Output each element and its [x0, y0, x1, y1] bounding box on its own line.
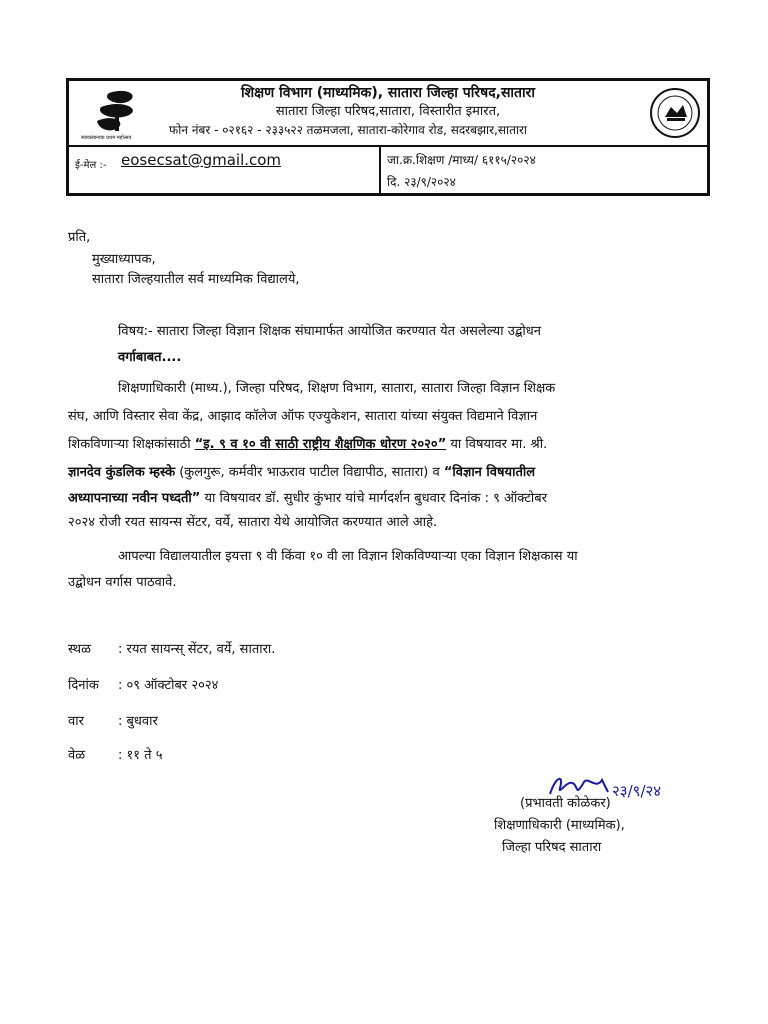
logo-caption: स्वावलंबनाचा प्रथम महोत्सव	[81, 135, 132, 141]
body-p2-line-2: उद्बोधन वर्गास पाठवावे.	[68, 575, 177, 590]
speaker-name: ज्ञानदेव कुंडलिक म्हस्के	[68, 465, 176, 480]
detail-value-day: : बुधवार	[118, 714, 158, 729]
second-topic-start: “विज्ञान विषयातील	[443, 465, 536, 480]
body-p1-line-2: संघ, आणि विस्तार सेवा केंद्र, आझाद कॉलेज ऑफ एज्युकेशन, सातारा यांच्या संयुक्त विद्यमाने विज्ञान	[68, 409, 538, 424]
body-p1-line-5	[68, 486, 692, 512]
signatory-name: (प्रभावती कोळेकर)	[520, 796, 611, 811]
letterhead-line-1: शिक्षण विभाग (माध्यमिक), सातारा जिल्हा परिषद,सातारा	[240, 85, 536, 101]
detail-label-time: वेळ	[68, 748, 86, 763]
body-p1-line-3c: या विषयावर मा. श्री.	[446, 437, 548, 452]
body-p1-line-4b: (कुलगुरू, कर्मवीर भाऊराव पाटील विद्यापीठ, सातारा) व	[175, 465, 444, 480]
email-label: ई-मेल :-	[75, 160, 107, 171]
detail-label-date: दिनांक	[68, 678, 99, 693]
zilla-parishad-seal	[649, 87, 701, 139]
detail-label-day: वार	[68, 714, 84, 729]
detail-value-date: : ०९ ऑक्टोबर २०२४	[118, 678, 219, 693]
reference-number: जा.क्र.शिक्षण /माध्य/ ६११५/२०२४	[387, 153, 536, 167]
detail-value-time: : ११ ते ५	[118, 748, 163, 763]
email-address[interactable]: eosecsat@gmail.com	[121, 151, 282, 169]
policy-topic: “इ. ९ व १० वी साठी राष्ट्रीय शैक्षणिक धोरण २०२०”	[194, 437, 447, 452]
second-topic-end: अध्यापनाच्या नवीन पध्दती”	[68, 491, 201, 506]
letterhead-divider	[69, 145, 707, 147]
detail-label-venue: स्थळ	[68, 642, 91, 657]
signatory-office: जिल्हा परिषद सातारा	[502, 840, 602, 855]
signature-date: २३/९/२४	[612, 782, 662, 800]
subject-line-2: वर्गाबाबत....	[118, 350, 182, 365]
body-p1-line-1: शिक्षणाधिकारी (माध्य.), जिल्हा परिषद, शिक्षण विभाग, सातारा, सातारा जिल्हा विज्ञान शिक्षक	[118, 381, 556, 396]
body-p1-line-5b: या विषयावर डॉ. सुधीर कुंभार यांचे मार्गदर्शन बुधवार दिनांक : ९ ऑक्टोबर	[200, 491, 548, 506]
recipient-prati: प्रति,	[68, 230, 91, 245]
letterhead-line-2: सातारा जिल्हा परिषद,सातारा, विस्तारीत इमारत,	[275, 104, 501, 119]
letterhead	[66, 78, 710, 196]
letterhead-phone: फोन नंबर - ०२१६२ - २३३५२२ तळमजला, सातारा-कोरेगाव रोड, सदरबझार,सातारा	[169, 123, 528, 137]
recipient-org: सातारा जिल्हयातील सर्व माध्यमिक विद्यालये,	[92, 272, 300, 287]
letter-date: दि. २३/९/२०२४	[387, 175, 456, 189]
signatory-designation: शिक्षणाधिकारी (माध्यमिक),	[494, 818, 625, 833]
body-p1-line-4	[68, 460, 692, 486]
body-p2-line-1: आपल्या विद्यालयातील इयत्ता ९ वी किंवा १० वी ला विज्ञान शिकविण्याऱ्या एका विज्ञान शिक्षकास या	[118, 549, 578, 564]
letterhead-vertical-divider	[379, 147, 381, 193]
subject-line-1: विषय:- सातारा जिल्हा विज्ञान शिक्षक संघामार्फत आयोजित करण्यात येत असलेल्या उद्बोधन	[118, 324, 541, 339]
body-p1-line-3a: शिकविणाऱ्या शिक्षकांसाठी	[68, 437, 195, 452]
recipient-title: मुख्याध्यापक,	[92, 252, 156, 267]
detail-value-venue: : रयत सायन्स् सेंटर, वर्ये, सातारा.	[118, 642, 276, 657]
body-p1-line-6: २०२४ रोजी रयत सायन्स सेंटर, वर्ये, सातारा येथे आयोजित करण्यात आले आहे.	[68, 515, 438, 530]
body-p1-line-3	[68, 432, 692, 458]
